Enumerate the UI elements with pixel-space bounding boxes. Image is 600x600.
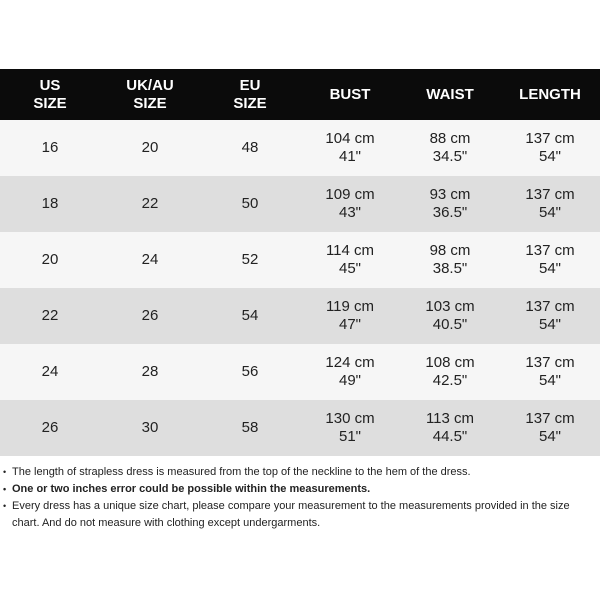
waist-cell: [400, 176, 500, 232]
table-row-us-16: [0, 120, 600, 176]
length-cm-value: 137 cm: [525, 130, 575, 147]
bust-cell: [300, 400, 400, 456]
bust-inch-value: 43": [338, 204, 361, 221]
length-cm-value: 137 cm: [525, 298, 575, 315]
waist-header: WAIST: [400, 69, 500, 120]
waist-cm-value: 103 cm: [425, 298, 475, 315]
length-cm-value: 137 cm: [525, 186, 575, 203]
length-inch-value: 54": [538, 260, 561, 277]
uk-au-size-header: UK/AU SIZE: [100, 69, 200, 120]
us-size-cell: 22: [0, 288, 100, 344]
length-inch-value: 54": [538, 428, 561, 445]
length-inch-value: 54": [538, 372, 561, 389]
table-row-us-22: [0, 288, 600, 344]
waist-cm-value: 108 cm: [425, 354, 475, 371]
waist-inch-value: 36.5": [432, 204, 468, 221]
waist-inch-value: 44.5": [432, 428, 468, 445]
us-size-header: US SIZE: [0, 69, 100, 120]
eu-size-cell: 56: [200, 344, 300, 400]
eu-size-cell: 48: [200, 120, 300, 176]
bust-cell: [300, 344, 400, 400]
strapless-length-note: • The length of strapless dress is measured from the top of the neckline to the hem of the dress.: [7, 464, 595, 481]
bust-inch-value: 51": [338, 428, 361, 445]
table-row-us-24: [0, 344, 600, 400]
bust-cell: [300, 120, 400, 176]
measurement-error-note: • One or two inches error could be possible within the measurements.: [7, 481, 595, 498]
length-header: LENGTH: [500, 69, 600, 120]
us-size-cell: 18: [0, 176, 100, 232]
bust-inch-value: 49": [338, 372, 361, 389]
uk-au-size-cell: 24: [100, 232, 200, 288]
waist-cell: [400, 288, 500, 344]
waist-cm-value: 113 cm: [425, 410, 475, 427]
waist-inch-value: 34.5": [432, 148, 468, 165]
waist-cm-value: 93 cm: [429, 186, 471, 203]
uk-au-size-cell: 28: [100, 344, 200, 400]
bust-header: BUST: [300, 69, 400, 120]
table-row-us-20: [0, 232, 600, 288]
uk-au-size-cell: 22: [100, 176, 200, 232]
uk-au-size-cell: 30: [100, 400, 200, 456]
bust-cm-value: 119 cm: [325, 298, 375, 315]
header-row: [0, 69, 600, 120]
us-size-cell: 20: [0, 232, 100, 288]
length-inch-value: 54": [538, 316, 561, 333]
us-size-cell: 24: [0, 344, 100, 400]
length-cell: [500, 232, 600, 288]
waist-cell: [400, 120, 500, 176]
length-cell: [500, 288, 600, 344]
bust-cm-value: 130 cm: [325, 410, 375, 427]
uk-au-size-cell: 20: [100, 120, 200, 176]
length-cell: [500, 400, 600, 456]
size-chart-notes: [7, 464, 595, 532]
eu-size-header: EU SIZE: [200, 69, 300, 120]
table-row-us-18: [0, 176, 600, 232]
waist-inch-value: 40.5": [432, 316, 468, 333]
size-chart-body: [0, 120, 600, 456]
eu-size-cell: 58: [200, 400, 300, 456]
bust-cm-value: 104 cm: [325, 130, 375, 147]
bust-inch-value: 45": [338, 260, 361, 277]
bust-cm-value: 114 cm: [325, 242, 375, 259]
length-inch-value: 54": [538, 148, 561, 165]
length-cell: [500, 344, 600, 400]
eu-size-cell: 52: [200, 232, 300, 288]
bust-cm-value: 124 cm: [325, 354, 375, 371]
length-cell: [500, 176, 600, 232]
bust-inch-value: 41": [338, 148, 361, 165]
table-row-us-26: [0, 400, 600, 456]
waist-inch-value: 42.5": [432, 372, 468, 389]
uk-au-size-cell: 26: [100, 288, 200, 344]
length-inch-value: 54": [538, 204, 561, 221]
waist-cell: [400, 344, 500, 400]
size-chart-table: [0, 69, 600, 456]
waist-cell: [400, 232, 500, 288]
bust-cm-value: 109 cm: [325, 186, 375, 203]
bust-inch-value: 47": [338, 316, 361, 333]
bust-cell: [300, 288, 400, 344]
us-size-cell: 16: [0, 120, 100, 176]
us-size-cell: 26: [0, 400, 100, 456]
size-chart-header: [0, 69, 600, 120]
length-cm-value: 137 cm: [525, 354, 575, 371]
waist-cm-value: 88 cm: [429, 130, 471, 147]
size-chart-compare-note: • Every dress has a unique size chart, please compare your measurement to the measurements provided in the size chart. And do not measure with clothing except undergarments.: [7, 498, 595, 532]
waist-inch-value: 38.5": [432, 260, 468, 277]
eu-size-cell: 50: [200, 176, 300, 232]
waist-cell: [400, 400, 500, 456]
eu-size-cell: 54: [200, 288, 300, 344]
length-cell: [500, 120, 600, 176]
bust-cell: [300, 232, 400, 288]
waist-cm-value: 98 cm: [429, 242, 471, 259]
length-cm-value: 137 cm: [525, 242, 575, 259]
length-cm-value: 137 cm: [525, 410, 575, 427]
bust-cell: [300, 176, 400, 232]
